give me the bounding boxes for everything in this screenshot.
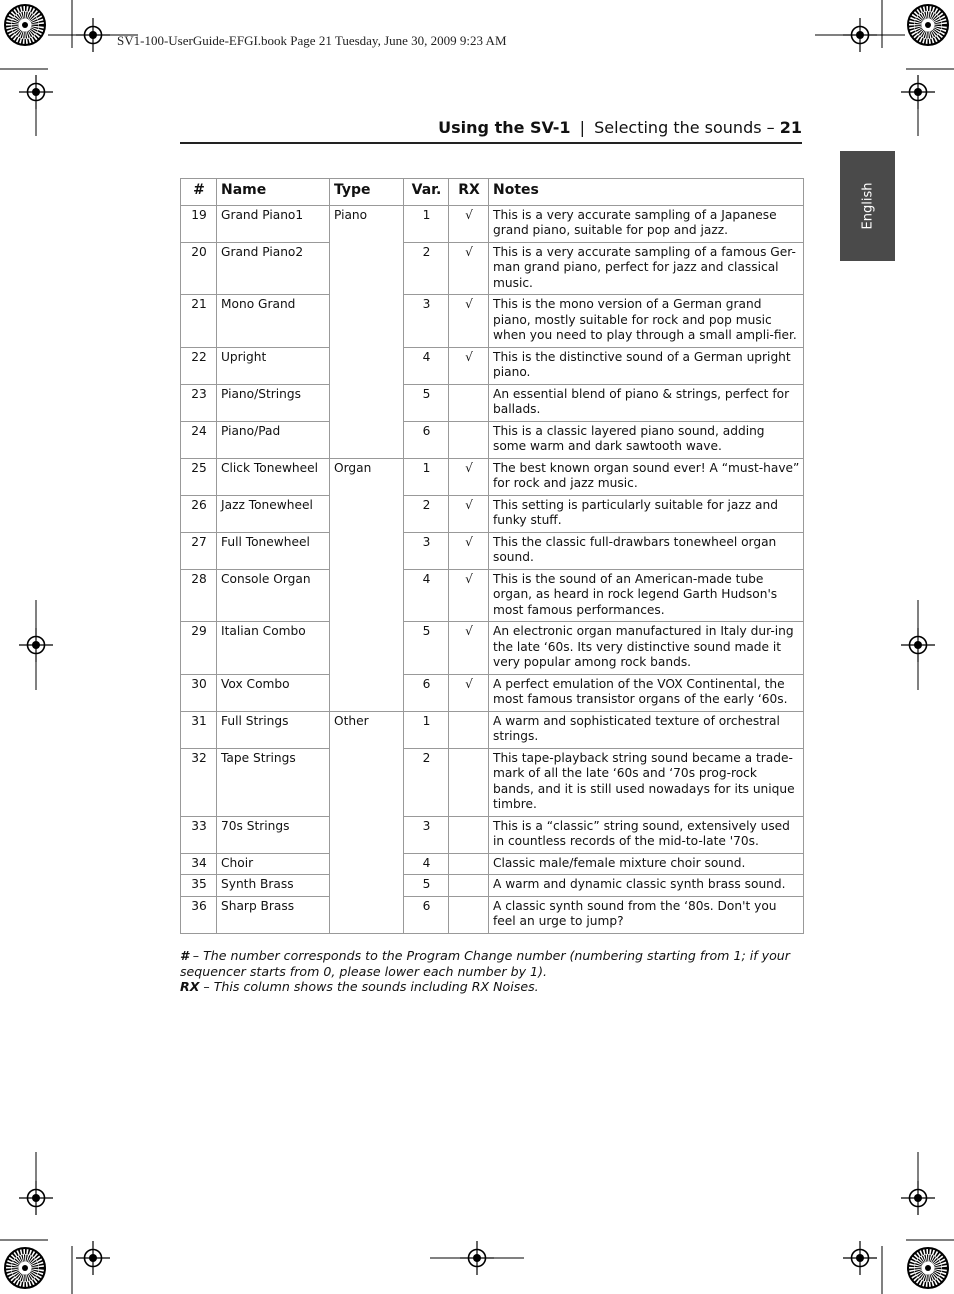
footnote-key: #	[180, 948, 189, 963]
cell-rx: √	[449, 242, 489, 295]
cell-notes: This is the mono version of a German grand piano, mostly suitable for rock and pop music when you need to play through a small ampli-fier.	[489, 295, 804, 348]
cell-number: 21	[181, 295, 217, 348]
cell-number: 22	[181, 347, 217, 384]
cell-notes: This setting is particularly suitable for jazz and funky stuff.	[489, 495, 804, 532]
cell-notes: A perfect emulation of the VOX Continental, the most famous transistor organs of the early ‘60s.	[489, 674, 804, 711]
cell-variation: 1	[404, 458, 449, 495]
cell-type: Piano	[330, 205, 404, 458]
cell-name: Click Tonewheel	[217, 458, 330, 495]
head-separator: |	[579, 118, 586, 137]
cell-notes: This the classic full-drawbars tonewheel organ sound.	[489, 532, 804, 569]
cell-variation: 4	[404, 347, 449, 384]
col-header-type: Type	[330, 179, 404, 206]
cell-notes: Classic male/female mixture choir sound.	[489, 853, 804, 875]
cell-variation: 3	[404, 816, 449, 853]
cell-number: 33	[181, 816, 217, 853]
col-header-rx: RX	[449, 179, 489, 206]
col-header-name: Name	[217, 179, 330, 206]
cell-number: 26	[181, 495, 217, 532]
registration-cross-icon	[901, 75, 935, 109]
cell-variation: 6	[404, 674, 449, 711]
cell-type: Organ	[330, 458, 404, 711]
cell-name: Upright	[217, 347, 330, 384]
print-header: SV1-100-UserGuide-EFGI.book Page 21 Tuesday, June 30, 2009 9:23 AM	[117, 33, 507, 48]
cell-rx: √	[449, 295, 489, 348]
cell-name: Tape Strings	[217, 748, 330, 816]
col-header-number: #	[181, 179, 217, 206]
cell-name: Sharp Brass	[217, 896, 330, 933]
color-bar-target-icon	[908, 5, 948, 45]
cell-notes: An essential blend of piano & strings, perfect for ballads.	[489, 384, 804, 421]
cell-notes: This is a classic layered piano sound, adding some warm and dark sawtooth wave.	[489, 421, 804, 458]
cell-number: 35	[181, 875, 217, 897]
cell-notes: This is a very accurate sampling of a Japanese grand piano, suitable for pop and jazz.	[489, 205, 804, 242]
cell-variation: 1	[404, 711, 449, 748]
cell-notes: An electronic organ manufactured in Italy dur-ing the late ‘60s. Its very distinctive sound made it very popular among rock bands.	[489, 622, 804, 675]
cell-variation: 5	[404, 875, 449, 897]
cell-number: 34	[181, 853, 217, 875]
registration-cross-icon	[19, 1181, 53, 1215]
cell-notes: A classic synth sound from the ‘80s. Don't you feel an urge to jump?	[489, 896, 804, 933]
registration-cross-icon	[19, 75, 53, 109]
cell-name: 70s Strings	[217, 816, 330, 853]
footnote-key: RX	[180, 979, 200, 995]
cell-name: Piano/Strings	[217, 384, 330, 421]
cell-variation: 2	[404, 748, 449, 816]
language-label: English	[860, 182, 875, 230]
cell-number: 29	[181, 622, 217, 675]
cell-name: Grand Piano2	[217, 242, 330, 295]
cell-number: 19	[181, 205, 217, 242]
footnote-text: – The number corresponds to the Program Change number (numbering starting from 1; if your sequencer starts from 0, please lower each number by 1).	[180, 948, 790, 979]
cell-number: 23	[181, 384, 217, 421]
footnote-text: – This column shows the sounds including RX Noises.	[199, 979, 539, 995]
section-title: Selecting the sounds –	[594, 118, 775, 137]
cell-variation: 5	[404, 384, 449, 421]
registration-cross-icon	[901, 1181, 935, 1215]
cell-name: Console Organ	[217, 569, 330, 622]
cell-notes: This is the distinctive sound of a German upright piano.	[489, 347, 804, 384]
cell-notes: The best known organ sound ever! A “must-have” for rock and jazz music.	[489, 458, 804, 495]
page-number: 21	[779, 118, 802, 137]
cell-rx: √	[449, 532, 489, 569]
cell-name: Full Tonewheel	[217, 532, 330, 569]
cell-notes: This is a “classic” string sound, extensively used in countless records of the mid-to-late '70s.	[489, 816, 804, 853]
cell-number: 31	[181, 711, 217, 748]
cell-name: Italian Combo	[217, 622, 330, 675]
cell-rx: √	[449, 458, 489, 495]
cell-number: 36	[181, 896, 217, 933]
cell-variation: 3	[404, 295, 449, 348]
cell-variation: 6	[404, 896, 449, 933]
registration-cross-icon	[843, 1241, 877, 1275]
cell-name: Choir	[217, 853, 330, 875]
registration-cross-icon	[76, 1241, 110, 1275]
cell-type: Other	[330, 711, 404, 933]
cell-variation: 6	[404, 421, 449, 458]
cell-number: 25	[181, 458, 217, 495]
col-header-notes: Notes	[489, 179, 804, 206]
cell-number: 24	[181, 421, 217, 458]
cell-number: 20	[181, 242, 217, 295]
cell-name: Piano/Pad	[217, 421, 330, 458]
cell-variation: 1	[404, 205, 449, 242]
cell-name: Full Strings	[217, 711, 330, 748]
cell-notes: This is the sound of an American-made tube organ, as heard in rock legend Garth Hudson's most famous performances.	[489, 569, 804, 622]
cell-notes: A warm and dynamic classic synth brass sound.	[489, 875, 804, 897]
cell-rx: √	[449, 205, 489, 242]
cell-name: Synth Brass	[217, 875, 330, 897]
cell-rx: √	[449, 569, 489, 622]
color-bar-target-icon	[5, 1248, 45, 1288]
cell-variation: 4	[404, 853, 449, 875]
cell-rx: √	[449, 622, 489, 675]
cell-name: Vox Combo	[217, 674, 330, 711]
cell-variation: 2	[404, 242, 449, 295]
cell-rx: √	[449, 674, 489, 711]
cell-name: Grand Piano1	[217, 205, 330, 242]
chapter-title: Using the SV-1	[438, 118, 571, 137]
cell-rx: √	[449, 347, 489, 384]
col-header-var: Var.	[404, 179, 449, 206]
cell-number: 28	[181, 569, 217, 622]
cell-number: 27	[181, 532, 217, 569]
color-bar-target-icon	[5, 5, 45, 45]
cell-variation: 2	[404, 495, 449, 532]
cell-name: Mono Grand	[217, 295, 330, 348]
cell-rx: √	[449, 495, 489, 532]
cell-number: 30	[181, 674, 217, 711]
cell-variation: 3	[404, 532, 449, 569]
cell-notes: A warm and sophisticated texture of orchestral strings.	[489, 711, 804, 748]
cell-variation: 4	[404, 569, 449, 622]
cell-notes: This tape-playback string sound became a trade-mark of all the late ‘60s and ‘70s prog-rock bands, and it is still used nowadays for its unique timbre.	[489, 748, 804, 816]
cell-number: 32	[181, 748, 217, 816]
color-bar-target-icon	[908, 1248, 948, 1288]
cell-notes: This is a very accurate sampling of a famous Ger-man grand piano, perfect for jazz and classical music.	[489, 242, 804, 295]
cell-variation: 5	[404, 622, 449, 675]
cell-name: Jazz Tonewheel	[217, 495, 330, 532]
